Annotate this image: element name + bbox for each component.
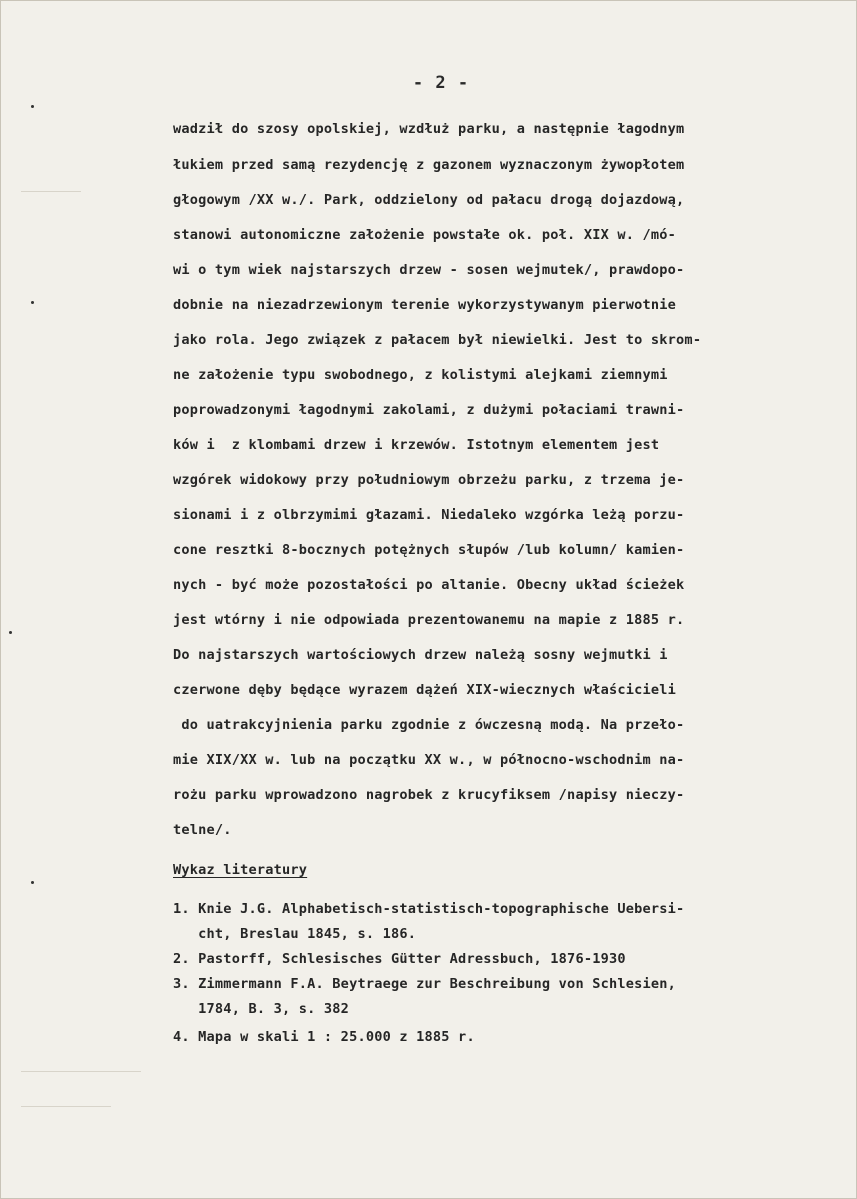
body-line: mie XIX/XX w. lub na początku XX w., w północno-wschodnim na- bbox=[173, 752, 685, 768]
margin-mark bbox=[31, 881, 34, 884]
body-line: ne założenie typu swobodnego, z kolistymi alejkami ziemnymi bbox=[173, 367, 668, 383]
body-line: jako rola. Jego związek z pałacem był niewielki. Jest to skrom- bbox=[173, 332, 702, 348]
body-line: do uatrakcyjnienia parku zgodnie z ówczesną modą. Na przeło- bbox=[173, 717, 685, 733]
bibliography-entry: 4. Mapa w skali 1 : 25.000 z 1885 r. bbox=[173, 1029, 475, 1045]
body-line: poprowadzonymi łagodnymi zakolami, z dużymi połaciami trawni- bbox=[173, 402, 685, 418]
body-line: telne/. bbox=[173, 822, 232, 838]
body-line: głogowym /XX w./. Park, oddzielony od pałacu drogą dojazdową, bbox=[173, 192, 685, 208]
bibliography-entry: 1784, B. 3, s. 382 bbox=[173, 1001, 350, 1017]
body-line: jest wtórny i nie odpowiada prezentowanemu na mapie z 1885 r. bbox=[173, 612, 685, 628]
body-line: wzgórek widokowy przy południowym obrzeżu parku, z trzema je- bbox=[173, 472, 685, 488]
bibliography-entry: 1. Knie J.G. Alphabetisch-statistisch-topographische Uebersi- bbox=[173, 901, 685, 917]
body-line: stanowi autonomiczne założenie powstałe ok. poł. XIX w. /mó- bbox=[173, 227, 677, 243]
body-line: cone resztki 8-bocznych potężnych słupów /lub kolumn/ kamien- bbox=[173, 542, 685, 558]
margin-mark bbox=[31, 105, 34, 108]
body-line: łukiem przed samą rezydencję z gazonem wyznaczonym żywopłotem bbox=[173, 157, 685, 173]
body-line: Do najstarszych wartościowych drzew należą sosny wejmutki i bbox=[173, 647, 668, 663]
bleed-through-trace bbox=[21, 191, 81, 192]
body-line: wadził do szosy opolskiej, wzdłuż parku, a następnie łagodnym bbox=[173, 121, 685, 137]
body-line: nych - być może pozostałości po altanie. Obecny układ ścieżek bbox=[173, 577, 685, 593]
body-line: dobnie na niezadrzewionym terenie wykorzystywanym pierwotnie bbox=[173, 297, 677, 313]
bleed-through-trace bbox=[21, 1106, 111, 1107]
body-line: ków i z klombami drzew i krzewów. Istotnym elementem jest bbox=[173, 437, 660, 453]
bibliography-entry: 3. Zimmermann F.A. Beytraege zur Beschreibung von Schlesien, bbox=[173, 976, 677, 992]
body-line: wi o tym wiek najstarszych drzew - sosen wejmutek/, prawdopo- bbox=[173, 262, 685, 278]
bibliography-entry: cht, Breslau 1845, s. 186. bbox=[173, 926, 417, 942]
body-line: czerwone dęby będące wyrazem dążeń XIX-wiecznych właścicieli bbox=[173, 682, 677, 698]
margin-mark bbox=[9, 631, 12, 634]
bleed-through-trace bbox=[21, 1071, 141, 1072]
bibliography-entry: 2. Pastorff, Schlesisches Gütter Adressbuch, 1876-1930 bbox=[173, 951, 626, 967]
page-number: - 2 - bbox=[412, 73, 470, 93]
margin-mark bbox=[31, 301, 34, 304]
body-line: sionami i z olbrzymimi głazami. Niedaleko wzgórka leżą porzu- bbox=[173, 507, 685, 523]
bibliography-heading: Wykaz literatury bbox=[173, 862, 308, 878]
body-line: rożu parku wprowadzono nagrobek z krucyfiksem /napisy nieczy- bbox=[173, 787, 685, 803]
